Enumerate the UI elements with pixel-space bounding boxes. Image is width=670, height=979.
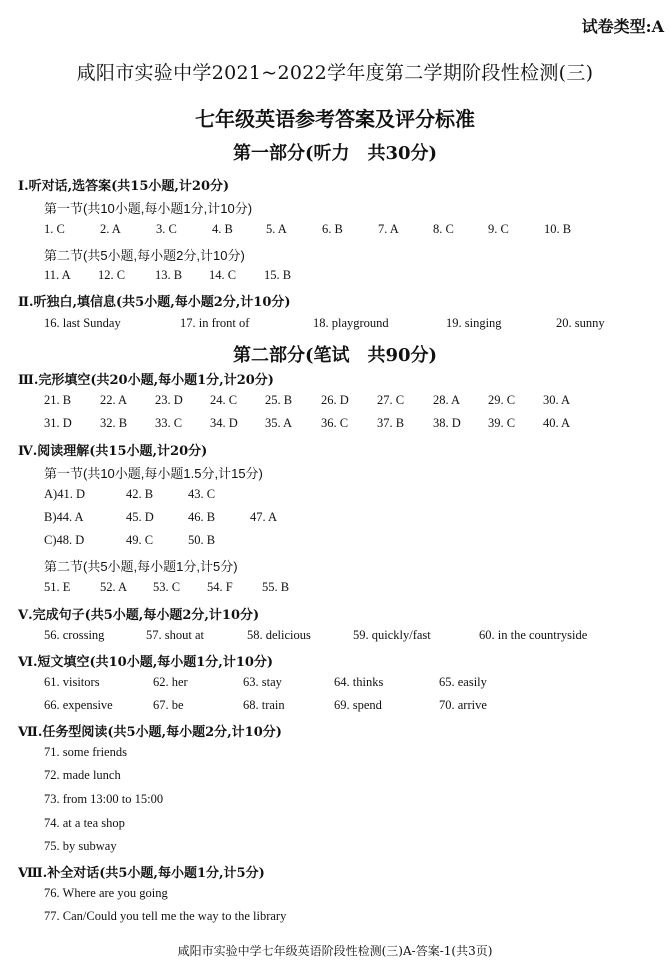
- answer-17: 17. in front of: [180, 316, 250, 330]
- answer-50: 50. B: [188, 533, 216, 547]
- answer-4: 4. B: [212, 222, 233, 236]
- answer-16: 16. last Sunday: [44, 316, 121, 330]
- answer-39: 39. C: [488, 416, 516, 430]
- answer-14: 14. C: [209, 268, 237, 282]
- part2-title: 第二部分(笔试 共90分): [232, 345, 438, 366]
- answer-42: 42. B: [126, 487, 154, 501]
- answer-60: 60. in the countryside: [479, 628, 588, 642]
- answer-row-56-60: [0, 628, 670, 648]
- answer-24: 24. C: [210, 393, 238, 407]
- answer-40: 40. A: [543, 416, 571, 430]
- answer-7: 7. A: [378, 222, 399, 236]
- answer-70: 70. arrive: [439, 698, 487, 712]
- section7-heading: Ⅶ.任务型阅读(共5小题,每小题2分,计10分): [18, 725, 282, 740]
- section4-sub1: 第一节(共10小题,每小题1.5分,计15分): [44, 466, 263, 481]
- page-footer: 咸阳市实验中学七年级英语阶段性检测(三)A-答案-1(共3页): [177, 944, 493, 958]
- answer-row-1-10: [0, 222, 670, 242]
- answer-26: 26. D: [321, 393, 349, 407]
- answer-41: A)41. D: [44, 487, 85, 501]
- section5-heading: Ⅴ.完成句子(共5小题,每小题2分,计10分): [18, 608, 260, 623]
- answer-8: 8. C: [433, 222, 454, 236]
- part1-title: 第一部分(听力 共30分): [232, 143, 438, 164]
- answer-18: 18. playground: [313, 316, 389, 330]
- answer-47: 47. A: [250, 510, 278, 524]
- answer-31: 31. D: [44, 416, 72, 430]
- answer-27: 27. C: [377, 393, 405, 407]
- answer-64: 64. thinks: [334, 675, 384, 689]
- section2-heading: Ⅱ.听独白,填信息(共5小题,每小题2分,计10分): [18, 295, 291, 310]
- answer-row-61-65: [0, 675, 670, 695]
- section3-heading: Ⅲ.完形填空(共20小题,每小题1分,计20分): [18, 373, 274, 388]
- answer-21: 21. B: [44, 393, 72, 407]
- answer-20: 20. sunny: [556, 316, 605, 330]
- answer-75: 75. by subway: [44, 839, 117, 853]
- answer-5: 5. A: [266, 222, 287, 236]
- answer-6: 6. B: [322, 222, 343, 236]
- answer-19: 19. singing: [446, 316, 502, 330]
- answer-11: 11. A: [44, 268, 71, 282]
- answer-3: 3. C: [156, 222, 177, 236]
- answer-57: 57. shout at: [146, 628, 204, 642]
- answer-65: 65. easily: [439, 675, 487, 689]
- answer-69: 69. spend: [334, 698, 382, 712]
- answer-67: 67. be: [153, 698, 184, 712]
- answer-45: 45. D: [126, 510, 154, 524]
- answer-row-44-47: [0, 510, 670, 530]
- section1-sub1: 第一节(共10小题,每小题1分,计10分): [44, 201, 253, 216]
- answer-15: 15. B: [264, 268, 292, 282]
- section6-heading: Ⅵ.短文填空(共10小题,每小题1分,计10分): [18, 655, 274, 670]
- answer-29: 29. C: [488, 393, 516, 407]
- answer-63: 63. stay: [243, 675, 282, 689]
- section4-heading: Ⅳ.阅读理解(共15小题,计20分): [18, 444, 208, 459]
- section1-heading: Ⅰ.听对话,选答案(共15小题,计20分): [18, 179, 230, 194]
- answer-row-16-20: [0, 316, 670, 336]
- answer-row-51-55: [0, 580, 670, 600]
- answer-46: 46. B: [188, 510, 216, 524]
- answer-row-48-50: [0, 533, 670, 553]
- answer-33: 33. C: [155, 416, 183, 430]
- section8-heading: Ⅷ.补全对话(共5小题,每小题1分,计5分): [18, 866, 265, 881]
- answer-1: 1. C: [44, 222, 65, 236]
- answer-66: 66. expensive: [44, 698, 113, 712]
- answer-34: 34. D: [210, 416, 238, 430]
- answer-35: 35. A: [265, 416, 293, 430]
- section1-sub2: 第二节(共5小题,每小题2分,计10分): [44, 248, 245, 263]
- answer-54: 54. F: [207, 580, 233, 594]
- paper-type: 试卷类型:A: [581, 17, 664, 36]
- answer-30: 30. A: [543, 393, 571, 407]
- answer-77: 77. Can/Could you tell me the way to the library: [44, 909, 287, 923]
- section4-sub2: 第二节(共5小题,每小题1分,计5分): [44, 559, 238, 574]
- answer-row-41-43: [0, 487, 670, 507]
- answer-53: 53. C: [153, 580, 181, 594]
- answer-13: 13. B: [155, 268, 183, 282]
- answer-38: 38. D: [433, 416, 461, 430]
- answer-23: 23. D: [155, 393, 183, 407]
- answer-row-66-70: [0, 698, 670, 718]
- answer-43: 43. C: [188, 487, 216, 501]
- answer-73: 73. from 13:00 to 15:00: [44, 792, 164, 806]
- answer-62: 62. her: [153, 675, 188, 689]
- answer-9: 9. C: [488, 222, 509, 236]
- answer-10: 10. B: [544, 222, 572, 236]
- answer-56: 56. crossing: [44, 628, 105, 642]
- exam-title: 咸阳市实验中学2021~2022学年度第二学期阶段性检测(三): [76, 62, 594, 84]
- answer-59: 59. quickly/fast: [353, 628, 431, 642]
- answer-row-11-15: [0, 268, 670, 288]
- answer-71: 71. some friends: [44, 745, 127, 759]
- answer-37: 37. B: [377, 416, 405, 430]
- answer-36: 36. C: [321, 416, 349, 430]
- answer-52: 52. A: [100, 580, 128, 594]
- answer-22: 22. A: [100, 393, 128, 407]
- answer-12: 12. C: [98, 268, 126, 282]
- answer-2: 2. A: [100, 222, 121, 236]
- answer-row-31-40: [0, 416, 670, 436]
- answer-68: 68. train: [243, 698, 285, 712]
- answer-74: 74. at a tea shop: [44, 816, 125, 830]
- answer-44: B)44. A: [44, 510, 84, 524]
- answer-49: 49. C: [126, 533, 154, 547]
- answer-row-21-30: [0, 393, 670, 413]
- answer-28: 28. A: [433, 393, 461, 407]
- answer-58: 58. delicious: [247, 628, 311, 642]
- answer-51: 51. E: [44, 580, 71, 594]
- answer-61: 61. visitors: [44, 675, 100, 689]
- answer-55: 55. B: [262, 580, 290, 594]
- answer-25: 25. B: [265, 393, 293, 407]
- document-title: 七年级英语参考答案及评分标准: [195, 107, 475, 131]
- answer-72: 72. made lunch: [44, 768, 121, 782]
- answer-32: 32. B: [100, 416, 128, 430]
- answer-48: C)48. D: [44, 533, 85, 547]
- answer-76: 76. Where are you going: [44, 886, 168, 900]
